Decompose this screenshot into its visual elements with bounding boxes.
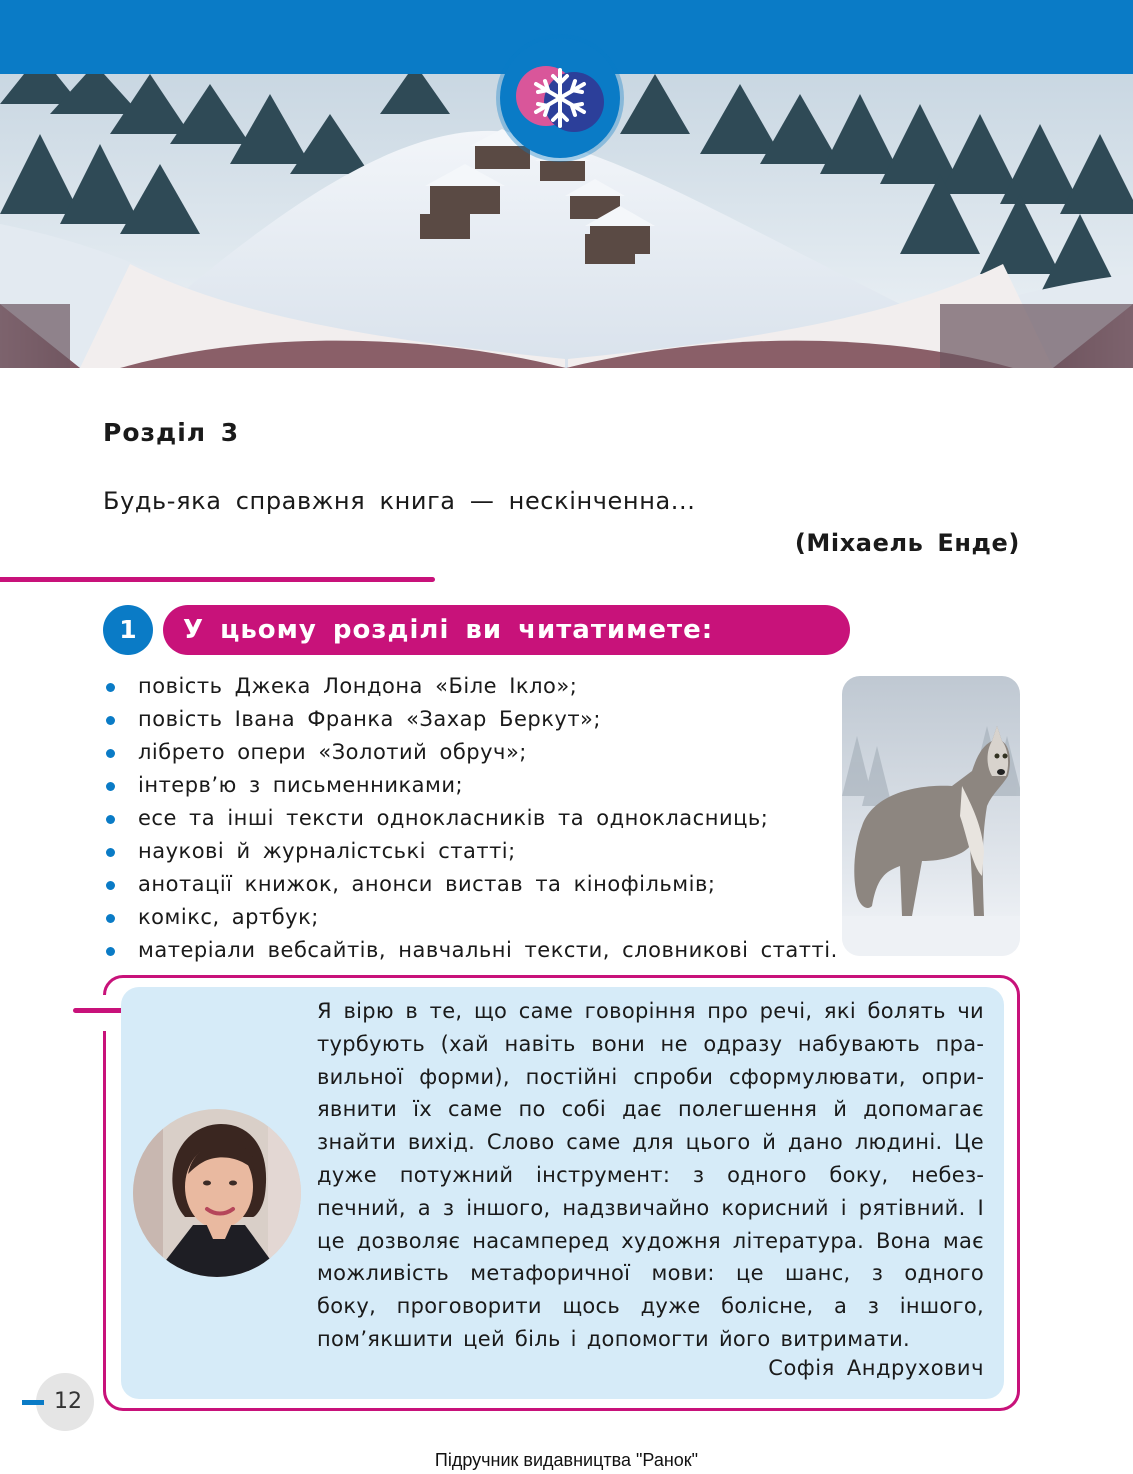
list-item-text: комікс, артбук;: [138, 905, 319, 929]
quote-text: Я вірю в те, що саме говоріння про речі, які болять чи турбують (хай навіть вони не одразу набувають правильної форми), постійні спроби сформулювати, оприявнити їх саме по собі дає полегшення й допомагає знайти вихід. Слово саме для цього й дано людині. Це дуже потужний інструмент: з одного боку, небезпечний, а з іншого, надзвичайно корисний і рятівний. І це дозволяє насамперед художня література. Вона має можливість метафоричної мови: це шанс, з одного боку, проговорити щось дуже болісне, а з іншого, пом’якшити цей біль і допомогти його витримати.: [317, 999, 984, 1351]
bullet-dot: [106, 914, 115, 923]
reading-list: [103, 670, 838, 967]
list-item-text: повість Джека Лондона «Біле Ікло»;: [138, 674, 578, 698]
snowflake-emblem: [500, 38, 620, 158]
list-item: [103, 868, 838, 901]
list-item: [103, 802, 838, 835]
list-item: [103, 769, 838, 802]
epigraph-author: (Міхаель Енде): [794, 529, 1020, 557]
bullet-dot: [106, 782, 115, 791]
list-item-text: анотації книжок, анонси вистав та кінофільмів;: [138, 872, 716, 896]
epigraph-text: Будь-яка справжня книга — нескінченна...: [103, 487, 696, 515]
list-item-text: лібрето опери «Золотий обруч»;: [138, 740, 527, 764]
list-item: [103, 835, 838, 868]
list-item-text: повість Івана Франка «Захар Беркут»;: [138, 707, 601, 731]
bullet-dot: [106, 716, 115, 725]
list-item-text: матеріали вебсайтів, навчальні тексти, словникові статті.: [138, 938, 838, 962]
bullet-dot: [106, 749, 115, 758]
bullet-dot: [106, 881, 115, 890]
list-item-text: наукові й журналістські статті;: [138, 839, 516, 863]
footer-credit: Підручник видавництва "Ранок": [434, 1450, 699, 1470]
divider-line: [0, 577, 435, 582]
list-item: [103, 901, 838, 934]
page-number: 12: [54, 1389, 82, 1414]
list-item: [103, 703, 838, 736]
list-item: [103, 736, 838, 769]
list-item-text: інтерв’ю з письменниками;: [138, 773, 464, 797]
bullet-dot: [106, 815, 115, 824]
bullet-dot: [106, 848, 115, 857]
wolf-photo: [842, 676, 1020, 956]
section-title: У цьому розділі ви читатимете:: [163, 605, 850, 655]
author-portrait: [133, 1109, 301, 1277]
chapter-label: Розділ 3: [103, 418, 240, 447]
list-item: [103, 934, 838, 967]
snowflake-icon: [500, 38, 620, 158]
list-item-text: есе та інші тексти однокласників та однокласниць;: [138, 806, 769, 830]
task-number-badge: 1: [103, 605, 153, 655]
quote-author: Софія Андрухович: [768, 1356, 984, 1380]
frame-gap: [96, 995, 110, 1031]
bullet-dot: [106, 947, 115, 956]
bullet-dot: [106, 683, 115, 692]
list-item: [103, 670, 838, 703]
